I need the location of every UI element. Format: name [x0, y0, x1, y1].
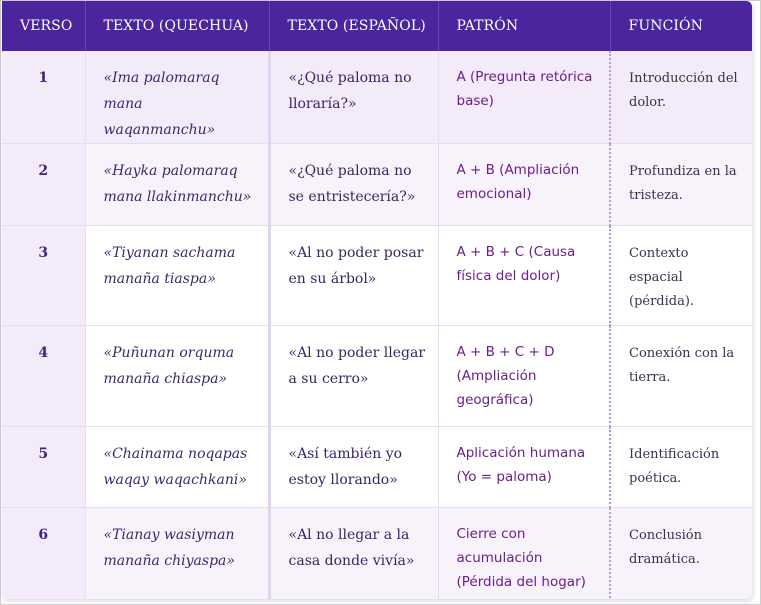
pattern-text: Aplicación humana (Yo = paloma) — [438, 427, 610, 508]
header-row — [2, 1, 752, 51]
function-text: Identificación poética. — [610, 427, 752, 508]
spanish-text: «Al no poder llegar a su cerro» — [269, 326, 438, 427]
verse-number: 4 — [2, 326, 85, 427]
verse-number: 6 — [2, 508, 85, 600]
function-text: Contexto espacial (pérdida). — [610, 226, 752, 326]
pattern-text: A + B (Ampliación emocional) — [438, 144, 610, 226]
data-table — [2, 1, 752, 599]
table-row — [2, 427, 752, 508]
quechua-text: «Hayka palomaraq mana llakinmanchu» — [85, 144, 269, 226]
quechua-text: «Chainama noqapas waqay waqachkani» — [85, 427, 269, 508]
table-body — [2, 51, 752, 599]
pattern-text: A + B + C (Causa física del dolor) — [438, 226, 610, 326]
quechua-text: «Tianay wasiyman manaña chiyaspa» — [85, 508, 269, 600]
verse-number: 2 — [2, 144, 85, 226]
pattern-text: A (Pregunta retórica base) — [438, 51, 610, 144]
spanish-text: «Al no llegar a la casa donde vivía» — [269, 508, 438, 600]
function-text: Conexión con la tierra. — [610, 326, 752, 427]
verse-analysis-table — [2, 1, 752, 599]
table-header — [2, 1, 752, 51]
table-row — [2, 226, 752, 326]
verse-number: 1 — [2, 51, 85, 144]
function-text: Profundiza en la tristeza. — [610, 144, 752, 226]
header-verse: VERSO — [2, 1, 85, 51]
pattern-text: Cierre con acumulación (Pérdida del hogar) — [438, 508, 610, 600]
pattern-text: A + B + C + D (Ampliación geográfica) — [438, 326, 610, 427]
spanish-text: «Al no poder posar en su árbol» — [269, 226, 438, 326]
verse-number: 3 — [2, 226, 85, 326]
table-row — [2, 144, 752, 226]
quechua-text: «Puñunan orquma manaña chiaspa» — [85, 326, 269, 427]
verse-number: 5 — [2, 427, 85, 508]
function-text: Conclusión dramática. — [610, 508, 752, 600]
table-row — [2, 508, 752, 600]
header-function: FUNCIÓN — [610, 1, 752, 51]
header-pattern: PATRÓN — [438, 1, 610, 51]
function-text: Introducción del dolor. — [610, 51, 752, 144]
spanish-text: «Así también yo estoy llorando» — [269, 427, 438, 508]
spanish-text: «¿Qué paloma no se entristecería?» — [269, 144, 438, 226]
spanish-text: «¿Qué paloma no lloraría?» — [269, 51, 438, 144]
header-spanish: TEXTO (ESPAÑOL) — [269, 1, 438, 51]
quechua-text: «Ima palomaraq mana waqanmanchu» — [85, 51, 269, 144]
header-quechua: TEXTO (QUECHUA) — [85, 1, 269, 51]
quechua-text: «Tiyanan sachama manaña tiaspa» — [85, 226, 269, 326]
table-row — [2, 326, 752, 427]
table-row — [2, 51, 752, 144]
